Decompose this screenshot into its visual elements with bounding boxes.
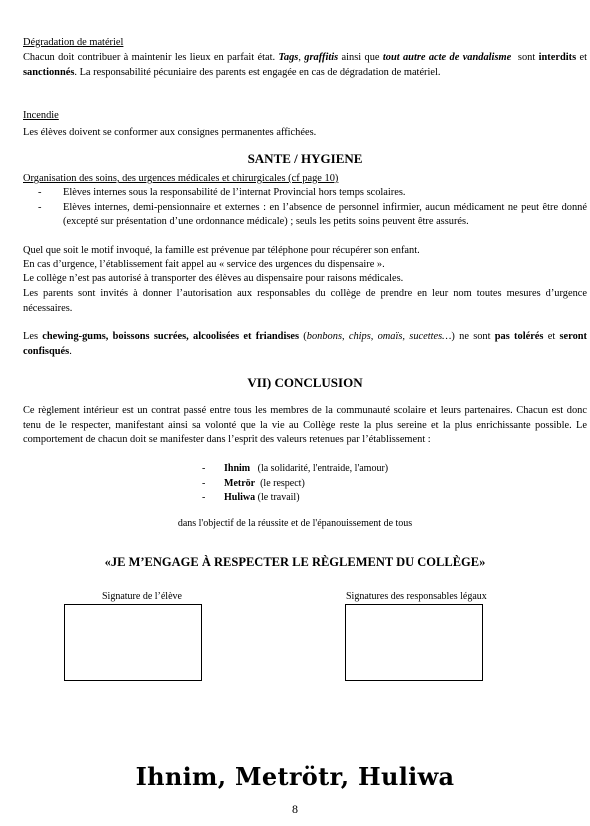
food-text: ) ne sont: [451, 331, 495, 342]
bullet-dash: -: [202, 463, 206, 474]
objective-line: dans l'objectif de la réussite et de l'épanouissement de tous: [177, 518, 413, 529]
value-item-ihnim: [202, 462, 502, 477]
bullet-dash: -: [202, 478, 206, 489]
vandalisme-phrase: tout autre acte de vandalisme: [382, 52, 512, 63]
ainsi-que: ainsi que: [338, 52, 383, 63]
value-name: Huliwa: [224, 492, 256, 503]
value-name: Ihnim: [224, 463, 251, 474]
sante-paragraph-3: Le collège n’est pas autorisé à transporter des élèves au dispensaire pour raisons médicales.: [23, 273, 404, 284]
degradation-paragraph: [23, 51, 587, 80]
food-examples: bonbons, chips, omaïs, sucettes…: [306, 331, 452, 342]
page-number: 8: [292, 802, 298, 816]
sante-paragraph-2: En cas d’urgence, l’établissement fait appel au « service des urgences du dispensaire ».: [23, 259, 385, 270]
sanctionnes-word: sanctionnés: [23, 66, 75, 78]
signature-box-parents[interactable]: [345, 604, 483, 681]
conclusion-paragraph: Ce règlement intérieur est un contrat passé entre tous les membres de la communauté scolaire et leurs partenaires. Chacun est donc tenu de le respecter, manifestant ainsi sa volonté que la vie au Collège reste la plus sereine et la plus enrichissante possible. Le comportement de chacun doit se manifester dans l’esprit des valeurs retenues par l’établissement :: [23, 405, 587, 446]
signature-label-student: Signature de l’élève: [102, 591, 182, 602]
pas-toleres: pas tolérés: [494, 331, 544, 342]
bullet-dash: -: [202, 492, 206, 503]
value-desc: (le respect): [260, 478, 305, 489]
value-item-metror: [202, 477, 502, 492]
heading-conclusion: VII) CONCLUSION: [247, 375, 363, 390]
degradation-text-end: . La responsabilité pécuniaire des parents est engagée en cas de dégradation de matériel.: [74, 66, 441, 78]
motto: Ihnim, Metrötr, Huliwa: [135, 762, 455, 791]
food-rule-paragraph: [23, 330, 587, 359]
interdits-word: interdits: [538, 52, 577, 63]
heading-sante-hygiene: SANTE / HYGIENE: [247, 151, 363, 166]
bullet-text: Elèves internes, demi-pensionnaire et externes : en l’absence de personnel infirmier, aucun médicament ne peut être donné (excepté sur présentation d’une ordonnance médicale) ; seuls les petits soins peuvent être assurés.: [63, 201, 587, 228]
food-items-bold: chewing-gums, boissons sucrées, alcoolisées et friandises: [42, 331, 300, 342]
food-text: et: [543, 331, 560, 342]
sante-paragraph-1: Quel que soit le motif invoqué, la famille est prévenue par téléphone pour récupérer son enfant.: [23, 245, 420, 256]
bullet-text: Elèves internes sous la responsabilité de l’internat Provincial hors temps scolaires.: [63, 187, 406, 198]
list-item: [23, 201, 587, 230]
list-item: [23, 186, 587, 201]
value-desc: (la solidarité, l'entraide, l'amour): [257, 463, 389, 474]
pledge-heading: «JE M’ENGAGE À RESPECTER LE RÈGLEMENT DU COLLÈGE»: [104, 555, 486, 569]
value-name: Metrör: [224, 478, 256, 489]
sante-subtitle: Organisation des soins, des urgences médicales et chirurgicales (cf page 10): [23, 173, 339, 184]
incendie-text: Les élèves doivent se conformer aux consignes permanentes affichées.: [23, 127, 317, 138]
sante-paragraph-4: Les parents sont invités à donner l’autorisation aux responsables du collège de prendre en leur nom toutes mesures d’urgence nécessaires.: [23, 288, 587, 314]
tags-word: Tags: [278, 52, 299, 63]
food-period: .: [69, 345, 72, 357]
section-title-incendie: Incendie: [23, 110, 59, 121]
sont-word: sont: [511, 52, 539, 63]
seront-confisques: seront confisqués: [23, 331, 587, 357]
degradation-text: Chacun doit contribuer à maintenir les lieux en parfait état.: [23, 52, 279, 63]
graffitis-word: graffitis: [304, 52, 339, 63]
bullet-dash: -: [38, 201, 42, 213]
bullet-dash: -: [38, 187, 42, 198]
food-text: Les: [23, 331, 43, 342]
food-paren: (: [299, 331, 307, 342]
section-title-degradation: Dégradation de matériel: [23, 37, 124, 48]
value-desc: (le travail): [257, 492, 300, 503]
sante-bullet-list: [23, 186, 587, 230]
et-word: et: [576, 52, 587, 63]
signature-box-student[interactable]: [64, 604, 202, 681]
signature-label-parents: Signatures des responsables légaux: [346, 591, 487, 602]
value-item-huliwa: [202, 491, 502, 506]
comma: ,: [298, 52, 305, 63]
